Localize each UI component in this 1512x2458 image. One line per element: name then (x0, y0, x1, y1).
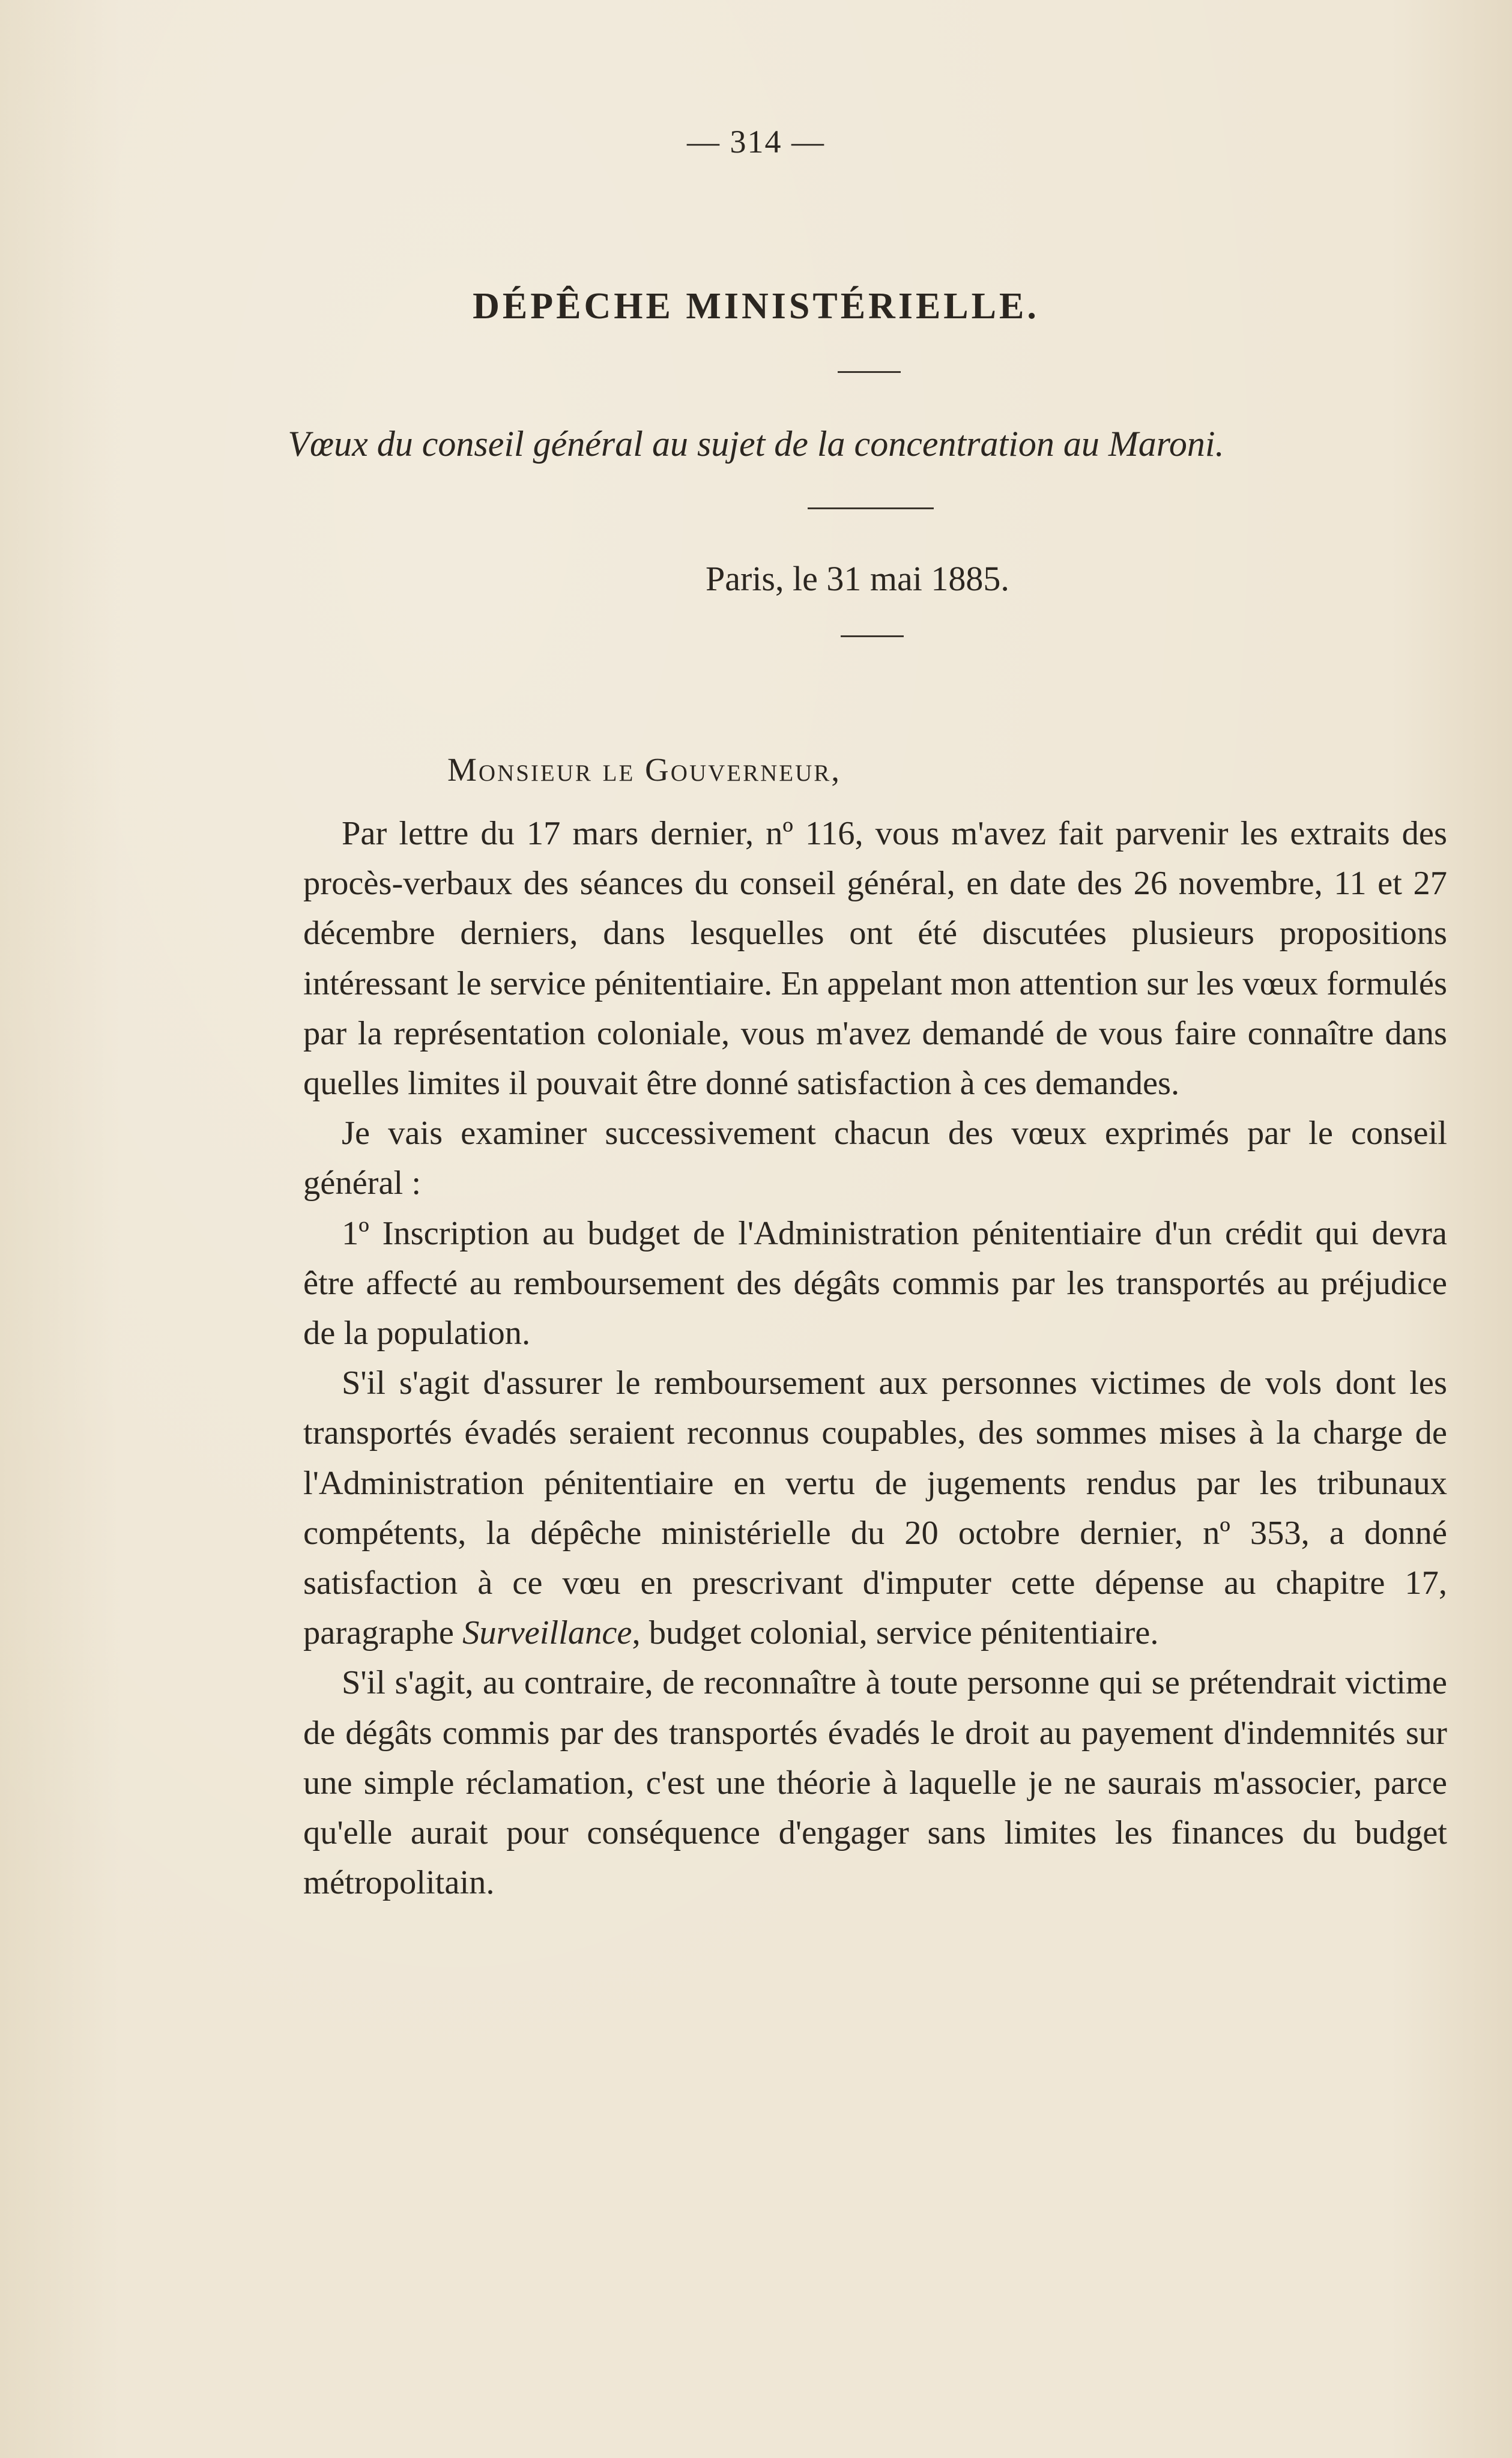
paragraph-2: Je vais examiner successivement chacun des vœux exprimés par le conseil général : (303, 1115, 1447, 1202)
dateline: Paris, le 31 mai 1885. (706, 559, 1009, 598)
salutation: Monsieur le Gouverneur, (447, 751, 842, 788)
title-divider (838, 371, 901, 373)
document-subtitle: Vœux du conseil général au sujet de la concentration au Maroni. (288, 424, 1224, 464)
paragraph-4-text: S'il s'agit d'assurer le remboursement aux personnes victimes de vols dont les transportés évadés seraient reconnus coupables, des sommes mises à la charge de l'Administration pénitentiaire en vertu de jugements rendus par les tribunaux compétents, la dépêche ministérielle du 20 octobre dernier, nº 353, a donné satisfaction à ce vœu en prescrivant d'imputer cette dépense au chapitre 17, paragraphe (303, 1364, 1447, 1652)
letter-body (303, 809, 1447, 1908)
paragraph-5: S'il s'agit, au contraire, de reconnaître à toute personne qui se prétendrait victime de dégâts commis par des transportés évadés le droit au payement d'indemnités sur une simple réclamation, c'est une théorie à laquelle je ne saurais m'associer, parce qu'elle aurait pour conséquence d'engager sans limites les finances du budget métropolitain. (303, 1664, 1447, 1902)
document-title: DÉPÊCHE MINISTÉRIELLE. (473, 286, 1039, 327)
paragraph-4-italic: Surveillance (462, 1614, 632, 1652)
subtitle-divider (808, 507, 934, 509)
dateline-divider (841, 635, 904, 637)
paragraph-1: Par lettre du 17 mars dernier, nº 116, vous m'avez fait parvenir les extraits des procès-verbaux des séances du conseil général, en date des 26 novembre, 11 et 27 décembre derniers, dans lesquelles ont été discutées plusieurs propositions intéressant le service pénitentiaire. En appelant mon attention sur les vœux formulés par la représentation coloniale, vous m'avez demandé de vous faire connaître dans quelles limites il pouvait être donné satisfaction à ces demandes. (303, 815, 1447, 1103)
paragraph-4 (303, 1358, 1447, 1658)
page-number: — 314 — (687, 124, 825, 160)
paragraph-3: 1º Inscription au budget de l'Administration pénitentiaire d'un crédit qui devra être affecté au remboursement des dégâts commis par les transportés au préjudice de la population. (303, 1214, 1447, 1352)
paragraph-4-tail: , budget colonial, service pénitentiaire. (632, 1614, 1159, 1652)
